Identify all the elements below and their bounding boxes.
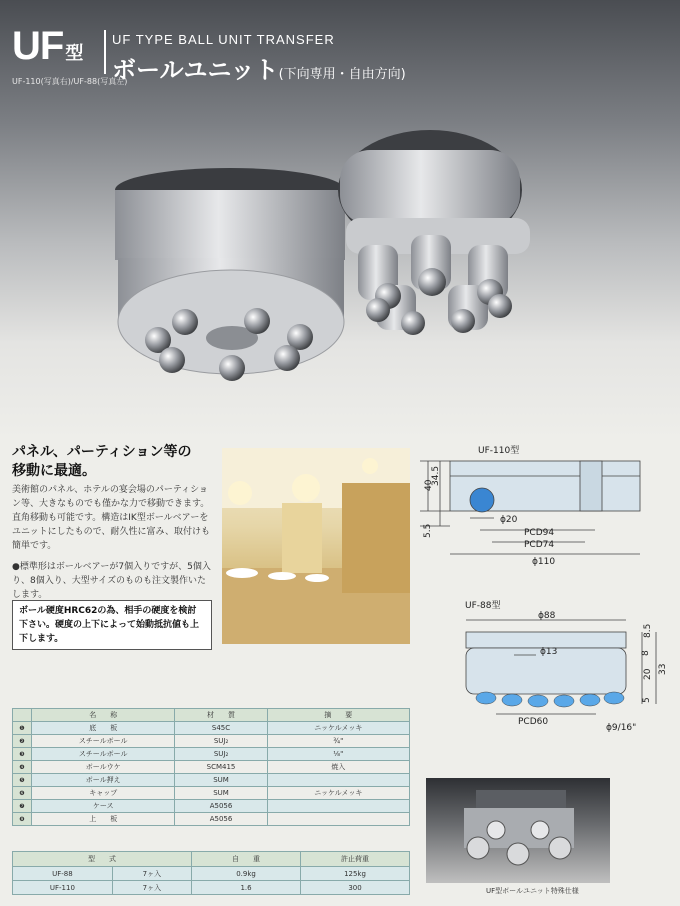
table-row — [13, 748, 410, 761]
table-cell: ⅛" — [267, 748, 409, 761]
table-cell: A5056 — [175, 800, 267, 813]
title-divider — [104, 30, 106, 74]
table-cell: ❽ — [13, 813, 32, 826]
table-row — [13, 787, 410, 800]
table-cell: キャップ — [32, 787, 175, 800]
uf110-technical-drawing — [420, 456, 660, 586]
dim-total-height: 40 — [424, 479, 434, 491]
intro-paragraph: 美術館のパネル、ホテルの宴会場のパーティション等、大きなものでも僅かな力で移動できます。直角移動も可能です。構造はIK型ボールベアーをユニットにしたもので、耐久性に富み、取付けも簡単です。 — [12, 485, 211, 551]
chandelier-icon — [228, 481, 252, 505]
ball-cylinders-right — [358, 235, 512, 335]
table-cell — [267, 774, 409, 787]
dim-dia110: ϕ110 — [532, 557, 556, 567]
table-cell: S45C — [175, 722, 267, 735]
dim-ball-dia: ϕ20 — [500, 515, 518, 525]
table-row — [13, 735, 410, 748]
table-cell: ボール押え — [32, 774, 175, 787]
table-cell: SUJ₂ — [175, 748, 267, 761]
table-cell — [267, 800, 409, 813]
chandelier-icon — [292, 474, 320, 502]
dim-dia88: ϕ88 — [538, 611, 556, 621]
table-cell: A5056 — [175, 813, 267, 826]
page-title: ボールユニット(下向専用・自由方向) — [112, 56, 406, 84]
table-row — [13, 813, 410, 826]
table-cell — [267, 813, 409, 826]
table-cell: ❻ — [13, 787, 32, 800]
table-cell: SUM — [175, 787, 267, 800]
uf88-technical-drawing — [456, 610, 666, 740]
table-cell: ❸ — [13, 748, 32, 761]
chandelier-icon — [362, 458, 378, 474]
table-cell: ❷ — [13, 735, 32, 748]
subtitle-en: UF TYPE BALL UNIT TRANSFER — [112, 32, 335, 47]
table-cell: 上 板 — [32, 813, 175, 826]
parts-table-header: 名 称 材 質 摘 要 — [13, 709, 410, 722]
table-cell: スチールボール — [32, 748, 175, 761]
table-cell: ケース — [32, 800, 175, 813]
photo-caption: UF-110(写真右)/UF-88(写真左) — [12, 77, 128, 86]
table-cell: 300 — [301, 881, 410, 895]
table-cell: 125kg — [301, 867, 410, 881]
table-cell: スチールボール — [32, 735, 175, 748]
dim-pcd74: PCD74 — [524, 540, 555, 550]
table-cell: ニッケルメッキ — [267, 787, 409, 800]
table-cell: 7ヶ入 — [112, 881, 191, 895]
dim-pcd94: PCD94 — [524, 528, 555, 538]
hardness-note: ボール硬度HRC62の為、相手の硬度を検討下さい。硬度の上下によって始動抵抗値も上下します。 — [12, 600, 212, 650]
dim-ball13: ϕ13 — [540, 647, 558, 657]
dim-bolt: ϕ9/16" — [606, 723, 637, 733]
table-cell: ❼ — [13, 800, 32, 813]
parts-table — [12, 708, 410, 826]
special-spec-caption: UF型ボールユニット特殊仕様 — [486, 887, 579, 895]
dim-h1: 8.5 — [643, 623, 653, 638]
banquet-hall-photo — [222, 448, 410, 644]
uf110-drawing-title: UF-110型 — [478, 446, 520, 456]
table-cell: 焼入 — [267, 761, 409, 774]
product-logo: UF 型 — [12, 24, 83, 68]
table-cell: ❹ — [13, 761, 32, 774]
table-cell: 1.6 — [192, 881, 301, 895]
table-cell: ボールウケ — [32, 761, 175, 774]
table-row — [13, 867, 410, 881]
dim-h3: 20 — [643, 668, 653, 680]
dim-pcd60: PCD60 — [518, 717, 549, 727]
table-cell: UF-88 — [13, 867, 113, 881]
table-cell: ❶ — [13, 722, 32, 735]
table-cell: ニッケルメッキ — [267, 722, 409, 735]
table-cell: SCM415 — [175, 761, 267, 774]
table-cell: 7ヶ入 — [112, 867, 191, 881]
table-row — [13, 774, 410, 787]
uf88-drawing-title: UF-88型 — [465, 601, 501, 611]
table-cell: UF-110 — [13, 881, 113, 895]
special-spec-photo — [426, 778, 610, 883]
table-cell: SUJ₂ — [175, 735, 267, 748]
dim-h2: 8 — [641, 650, 651, 656]
table-cell: ¾" — [267, 735, 409, 748]
table-cell: 0.9kg — [192, 867, 301, 881]
table-row — [13, 800, 410, 813]
table-cell: ❺ — [13, 774, 32, 787]
dim-total33: 33 — [658, 663, 668, 675]
table-cell: SUM — [175, 774, 267, 787]
table-cell: 底 板 — [32, 722, 175, 735]
dim-body-height: 34.5 — [431, 465, 441, 486]
table-row — [13, 881, 410, 895]
intro-heading: パネル、パーティション等の 移動に最適。 — [12, 444, 192, 479]
table-row — [13, 761, 410, 774]
table-row — [13, 722, 410, 735]
model-table-header: 型 式 自 重 許止荷重 — [13, 852, 410, 867]
dim-h4: 5 — [642, 697, 652, 703]
intro-bullet: ●標準形はボールベアーが7個入りですが、5個入り、8個入り、大型サイズのものも注文製作いたします。 — [12, 562, 211, 600]
dim-ball-height: 5.5 — [423, 523, 433, 538]
model-table — [12, 851, 410, 895]
